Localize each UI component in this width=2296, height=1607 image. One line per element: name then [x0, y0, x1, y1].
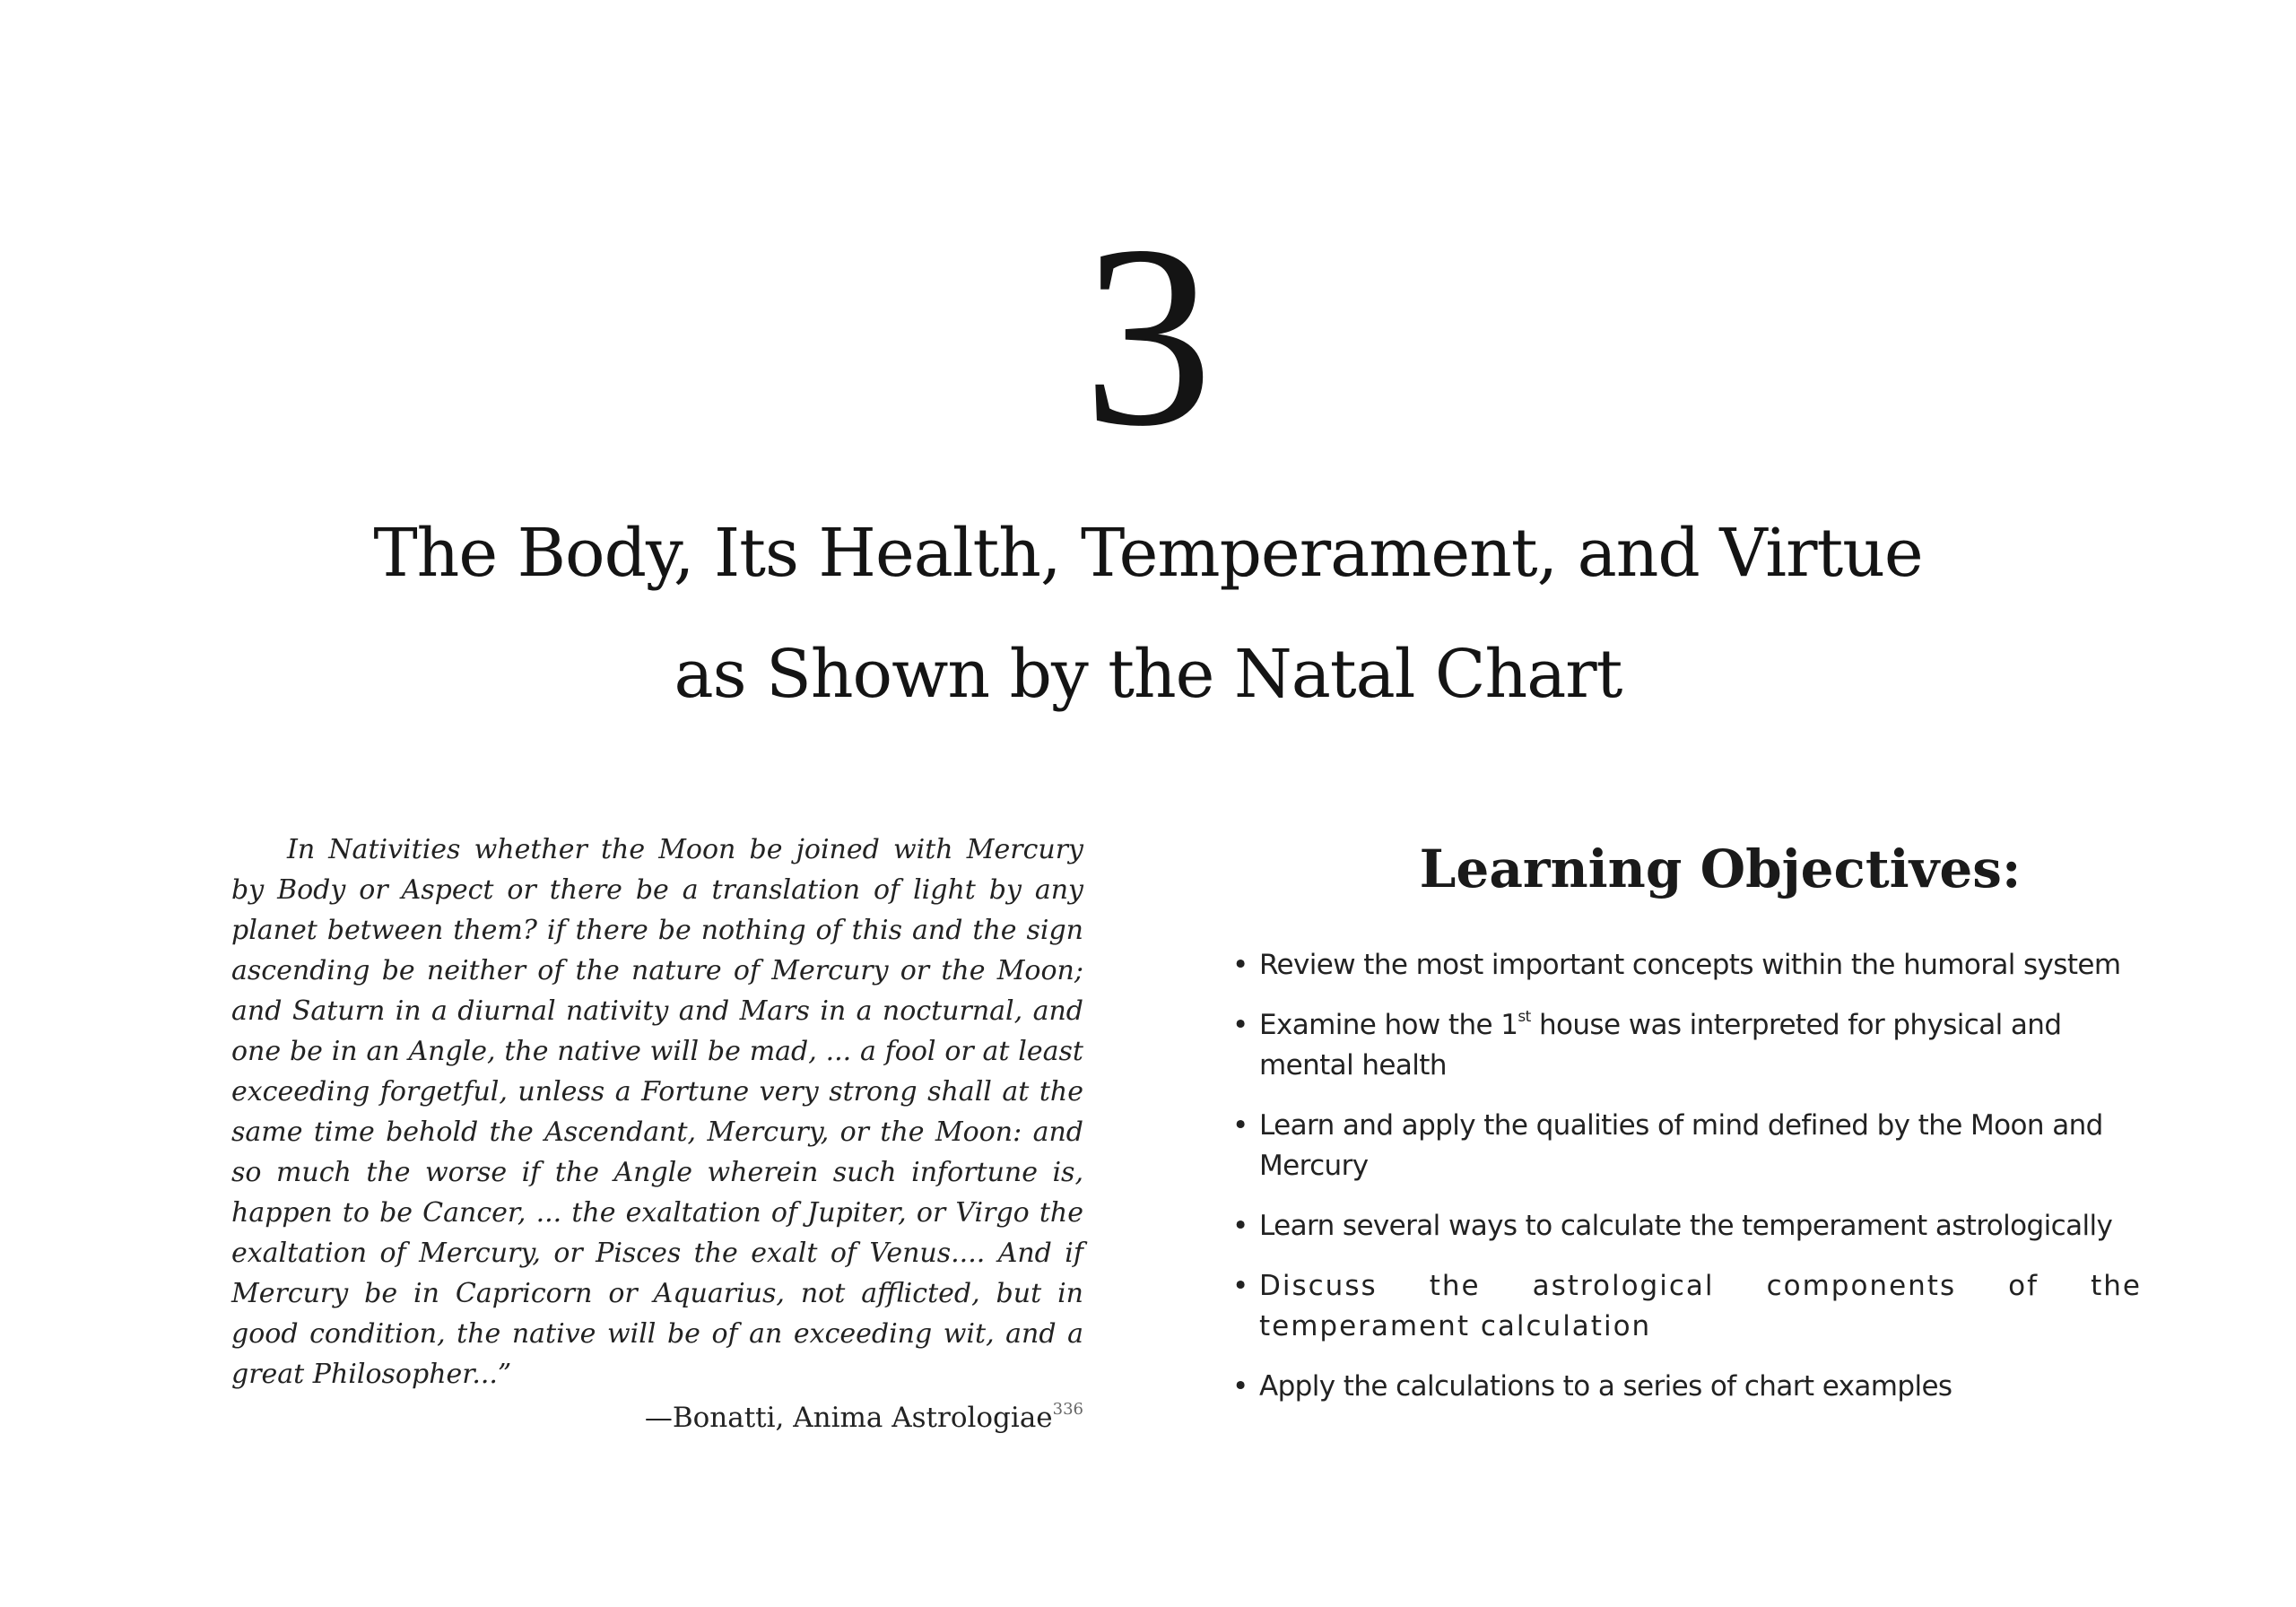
epigraph-text: In Nativities whether the Moon be joined with Mercury by Body or Aspect or there be a translation of light by any planet between them? if there be nothing of this and the sign ascending be neither of the nature of Mercury or the Moon; and Saturn in a diurnal nativity and Mars in a nocturnal, and one be in an Angle, the native will be mad, ... a fool or at least exceeding forgetful, unless a Fortune very strong shall at the same time behold the Ascendant, Mercury, or the Moon: and so much the worse if the Angle wherein such infortune is, happen to be Cancer, ... the exaltation of Jupiter, or Virgo the exaltation of Mercury, or Pisces the exalt of Venus.... And if Mercury be in Capricorn or Aquarius, not afflicted, but in good condition, the native will be of an exceeding wit, and a great Philosopher...”: [231, 834, 1083, 1390]
objectives-list: [1227, 945, 2142, 1407]
chapter-title-line-2: as Shown by the Natal Chart: [674, 636, 1622, 713]
objective-item: [1227, 1005, 2142, 1086]
objective-item: [1227, 945, 2142, 986]
objective-text: Review the most important concepts within the humoral system: [1259, 949, 2121, 981]
footnote-marker: 336: [1052, 1400, 1083, 1419]
chapter-title-line-1: The Body, Its Health, Temperament, and Virtue: [373, 515, 1923, 592]
chapter-number: 3: [1083, 192, 1213, 480]
ordinal-suffix: st: [1518, 1008, 1531, 1026]
learning-objectives: [1227, 838, 2142, 1427]
objective-item: [1227, 1206, 2142, 1247]
objective-text-after: house was interpreted for physical and mental health: [1259, 1009, 2062, 1081]
objective-item: [1227, 1367, 2142, 1407]
epigraph-attribution: [231, 1400, 1083, 1436]
objective-text: Discuss the astrological components of the temperament calculation: [1259, 1270, 2142, 1342]
objective-text-before: Examine how the 1: [1259, 1009, 1518, 1041]
attribution-text: —Bonatti, Anima Astrologiae: [644, 1402, 1053, 1434]
objective-text: Apply the calculations to a series of chart examples: [1259, 1370, 1952, 1403]
objective-text: Learn and apply the qualities of mind defined by the Moon and Mercury: [1259, 1109, 2103, 1182]
objective-item: [1227, 1266, 2142, 1347]
objective-item: [1227, 1106, 2142, 1186]
objective-text: Learn several ways to calculate the temperament astrologically: [1259, 1210, 2113, 1242]
epigraph-quote: [231, 830, 1083, 1436]
objectives-heading: Learning Objectives:: [1419, 838, 2022, 899]
